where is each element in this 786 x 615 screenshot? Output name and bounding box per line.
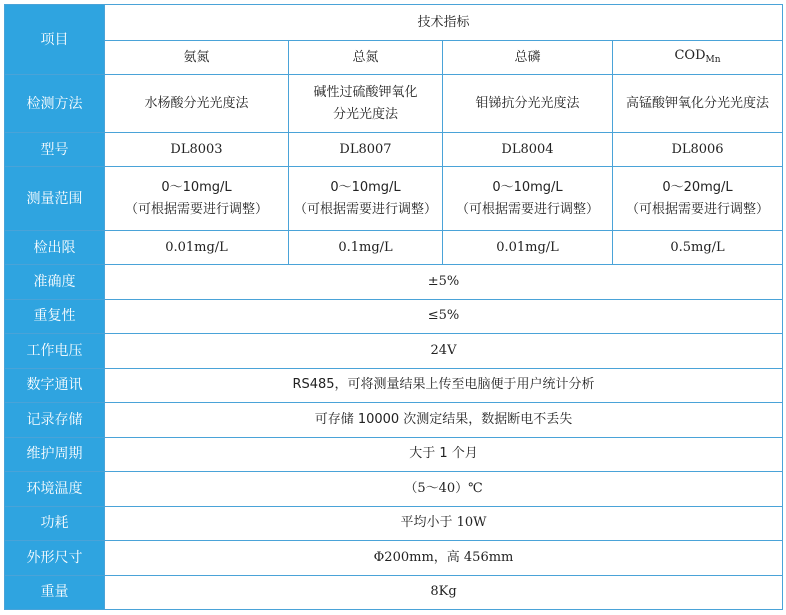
merged-value-cell: ≤5% — [105, 299, 783, 334]
row-label: 环境温度 — [5, 472, 105, 507]
table-row — [5, 506, 783, 541]
group-header: 技术指标 — [105, 5, 783, 41]
row-label: 数字通讯 — [5, 368, 105, 403]
merged-value-cell: RS485，可将测量结果上传至电脑便于用户统计分析 — [105, 368, 783, 403]
table-row — [5, 334, 783, 369]
merged-value-cell: （5～40）℃ — [105, 472, 783, 507]
row-label: 维护周期 — [5, 437, 105, 472]
row-label: 准确度 — [5, 265, 105, 300]
table-cell: DL8006 — [613, 133, 783, 167]
table-row — [5, 265, 783, 300]
row-label: 测量范围 — [5, 167, 105, 231]
table-row — [5, 403, 783, 438]
spec-table — [4, 4, 783, 610]
table-cell: 0～10mg/L （可根据需要进行调整） — [289, 167, 443, 231]
table-cell: 碱性过硫酸钾氧化 分光光度法 — [289, 75, 443, 133]
row-label: 记录存储 — [5, 403, 105, 438]
table-cell: 0～10mg/L （可根据需要进行调整） — [443, 167, 613, 231]
table-row — [5, 368, 783, 403]
merged-value-cell: 8Kg — [105, 575, 783, 610]
table-cell: 高锰酸钾氧化分光光度法 — [613, 75, 783, 133]
row-label: 检测方法 — [5, 75, 105, 133]
table-cell: 水杨酸分光光度法 — [105, 75, 289, 133]
table-cell: DL8003 — [105, 133, 289, 167]
table-row — [5, 575, 783, 610]
row-label: 外形尺寸 — [5, 541, 105, 576]
table-cell: 0～10mg/L （可根据需要进行调整） — [105, 167, 289, 231]
merged-value-cell: 24V — [105, 334, 783, 369]
table-row — [5, 167, 783, 231]
column-header-cod — [613, 41, 783, 75]
row-label: 型号 — [5, 133, 105, 167]
table-cell: 0.5mg/L — [613, 231, 783, 265]
merged-value-cell: ±5% — [105, 265, 783, 300]
row-label: 检出限 — [5, 231, 105, 265]
column-header-total-nitrogen: 总氮 — [289, 41, 443, 75]
table-row — [5, 437, 783, 472]
column-header-total-phosphorus: 总磷 — [443, 41, 613, 75]
row-label: 重量 — [5, 575, 105, 610]
row-label: 重复性 — [5, 299, 105, 334]
table-cell: 0.1mg/L — [289, 231, 443, 265]
table-cell: 0～20mg/L （可根据需要进行调整） — [613, 167, 783, 231]
table-row — [5, 472, 783, 507]
column-header-ammonia: 氨氮 — [105, 41, 289, 75]
merged-value-cell: 可存储 10000 次测定结果，数据断电不丢失 — [105, 403, 783, 438]
merged-value-cell: Φ200mm，高 456mm — [105, 541, 783, 576]
table-row — [5, 541, 783, 576]
cod-subscript: Mn — [705, 54, 721, 65]
table-cell: DL8007 — [289, 133, 443, 167]
merged-value-cell: 平均小于 10W — [105, 506, 783, 541]
row-label: 工作电压 — [5, 334, 105, 369]
table-row — [5, 231, 783, 265]
group-header-row — [5, 5, 783, 41]
merged-value-cell: 大于 1 个月 — [105, 437, 783, 472]
table-cell: 0.01mg/L — [105, 231, 289, 265]
table-row — [5, 299, 783, 334]
cod-label: COD — [674, 47, 706, 63]
table-row — [5, 133, 783, 167]
table-cell: 0.01mg/L — [443, 231, 613, 265]
column-header-row — [5, 41, 783, 75]
row-label: 功耗 — [5, 506, 105, 541]
table-cell: 钼锑抗分光光度法 — [443, 75, 613, 133]
spec-table-body — [5, 5, 783, 610]
corner-label: 项目 — [5, 5, 105, 75]
table-row — [5, 75, 783, 133]
table-cell: DL8004 — [443, 133, 613, 167]
